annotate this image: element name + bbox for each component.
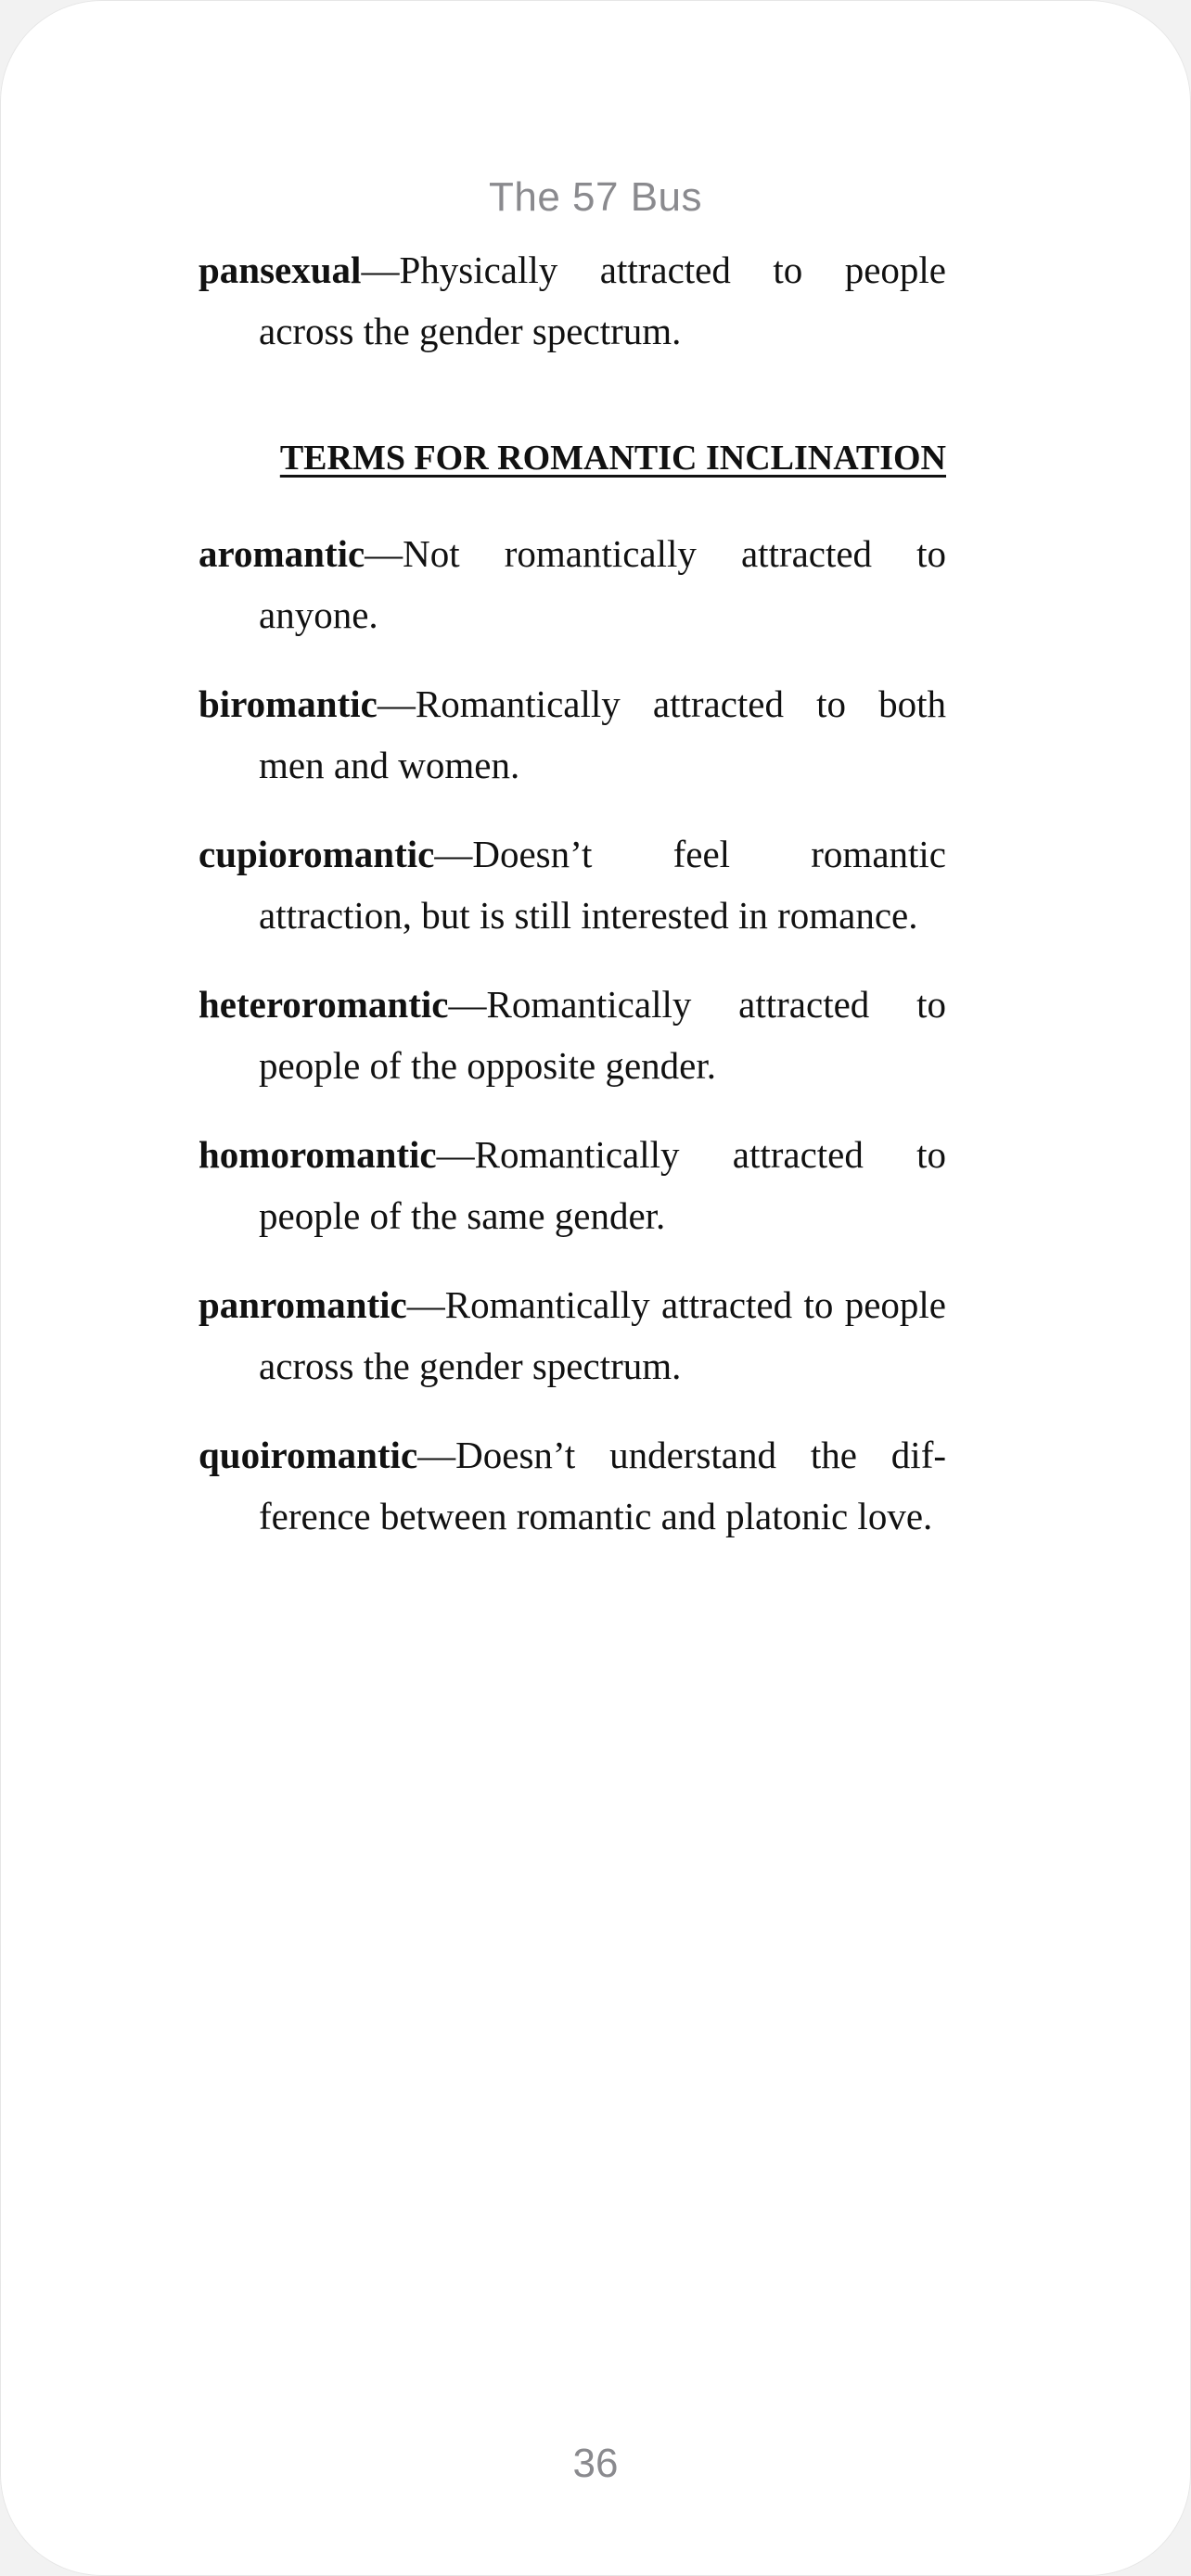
entry-definition: —Romantically attracted to people across the gender spectrum. — [259, 1283, 946, 1387]
entry-definition: —Romantically attracted to people of the opposite gender. — [259, 983, 946, 1087]
section-heading: TERMS FOR ROMANTIC INCLINATION — [279, 439, 946, 478]
entry-term: aromantic — [198, 532, 365, 575]
entry-term: pansexual — [198, 249, 362, 291]
entry-definition: —Physically attracted to people across the gender spectrum. — [259, 249, 946, 352]
entry-definition: —Doesn’t understand the dif-ference between romantic and platonic love. — [259, 1434, 946, 1537]
entry-definition: —Doesn’t feel romantic attraction, but is still interested in romance. — [259, 833, 946, 937]
glossary-entry — [198, 239, 946, 362]
glossary-entry — [198, 673, 946, 796]
entry-term: cupioromantic — [198, 833, 435, 875]
book-title: The 57 Bus — [488, 174, 703, 220]
page-number: 36 — [572, 2441, 619, 2486]
glossary-entry — [198, 1424, 946, 1547]
glossary-entry — [198, 1274, 946, 1396]
glossary-entry — [198, 974, 946, 1096]
page-content[interactable] — [198, 239, 946, 1575]
glossary-entry — [198, 1124, 946, 1246]
glossary-entry — [198, 523, 946, 645]
entry-term: biromantic — [198, 682, 378, 725]
entry-term: heteroromantic — [198, 983, 449, 1026]
entry-definition: —Not romantically attracted to anyone. — [259, 532, 946, 636]
entry-definition: —Romantically attracted to both men and women. — [259, 682, 946, 786]
glossary-entry — [198, 823, 946, 946]
entry-term: quoiromantic — [198, 1434, 418, 1476]
entry-term: homoromantic — [198, 1133, 437, 1176]
entry-term: panromantic — [198, 1283, 407, 1326]
entry-definition: —Romantically attracted to people of the same gender. — [259, 1133, 946, 1237]
